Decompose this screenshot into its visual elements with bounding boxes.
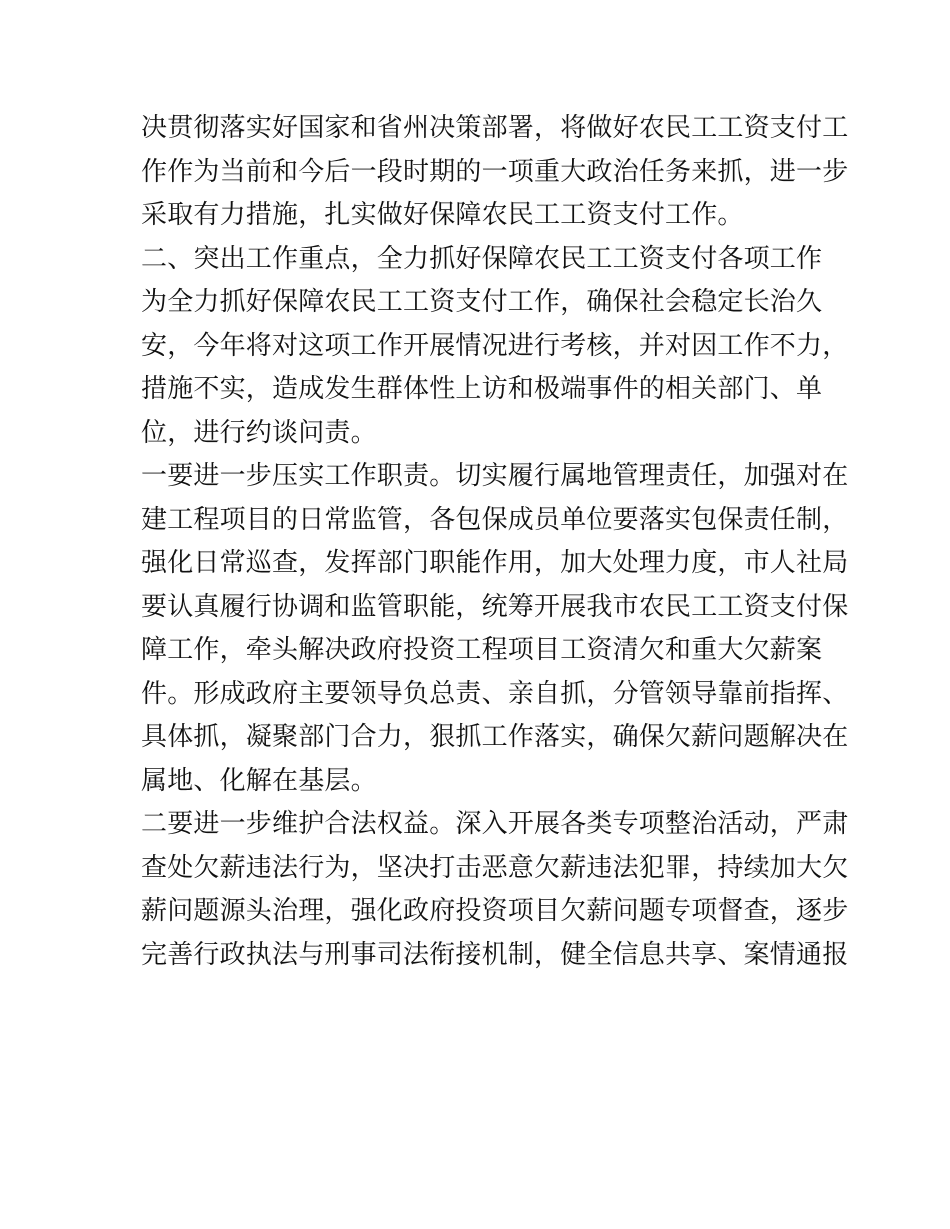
- text-line: 作作为当前和今后一段时期的一项重大政治任务来抓，进一步: [141, 156, 849, 187]
- text-line: 二要进一步维护合法权益。深入开展各类专项整治活动，严肃: [141, 809, 849, 839]
- text-line: 决贯彻落实好国家和省州决策部署，将做好农民工工资支付工: [141, 113, 849, 143]
- text-line: 具体抓，凝聚部门合力，狠抓工作落实，确保欠薪问题解决在: [141, 722, 849, 752]
- text-line: 建工程项目的日常监管，各包保成员单位要落实包保责任制，: [141, 504, 849, 535]
- text-line: 要认真履行协调和监管职能，统筹开展我市农民工工资支付保: [141, 591, 849, 622]
- text-line: 障工作，牵头解决政府投资工程项目工资清欠和重大欠薪案: [141, 635, 823, 665]
- text-line: 强化日常巡查，发挥部门职能作用，加大处理力度，市人社局: [141, 548, 849, 578]
- text-line: 查处欠薪违法行为，坚决打击恶意欠薪违法犯罪，持续加大欠: [141, 852, 849, 883]
- text-line: 一要进一步压实工作职责。切实履行属地管理责任，加强对在: [141, 461, 849, 491]
- text-line: 件。形成政府主要领导负总责、亲自抓，分管领导靠前指挥、: [141, 678, 849, 709]
- text-line: 位，进行约谈问责。: [141, 417, 377, 448]
- section-heading: 二、突出工作重点，全力抓好保障农民工工资支付各项工作: [141, 243, 823, 274]
- text-line: 属地、化解在基层。: [141, 765, 377, 796]
- text-line: 薪问题源头治理，强化政府投资项目欠薪问题专项督查，逐步: [141, 896, 849, 926]
- text-line: 安，今年将对这项工作开展情况进行考核，并对因工作不力，: [141, 330, 849, 361]
- text-line: 为全力抓好保障农民工工资支付工作，确保社会稳定长治久: [141, 287, 823, 317]
- text-line: 采取有力措施，扎实做好保障农民工工资支付工作。: [141, 200, 744, 230]
- text-line: 完善行政执法与刑事司法衔接机制，健全信息共享、案情通报: [141, 939, 849, 970]
- text-line: 措施不实，造成发生群体性上访和极端事件的相关部门、单: [141, 374, 823, 404]
- document-body: [141, 107, 849, 977]
